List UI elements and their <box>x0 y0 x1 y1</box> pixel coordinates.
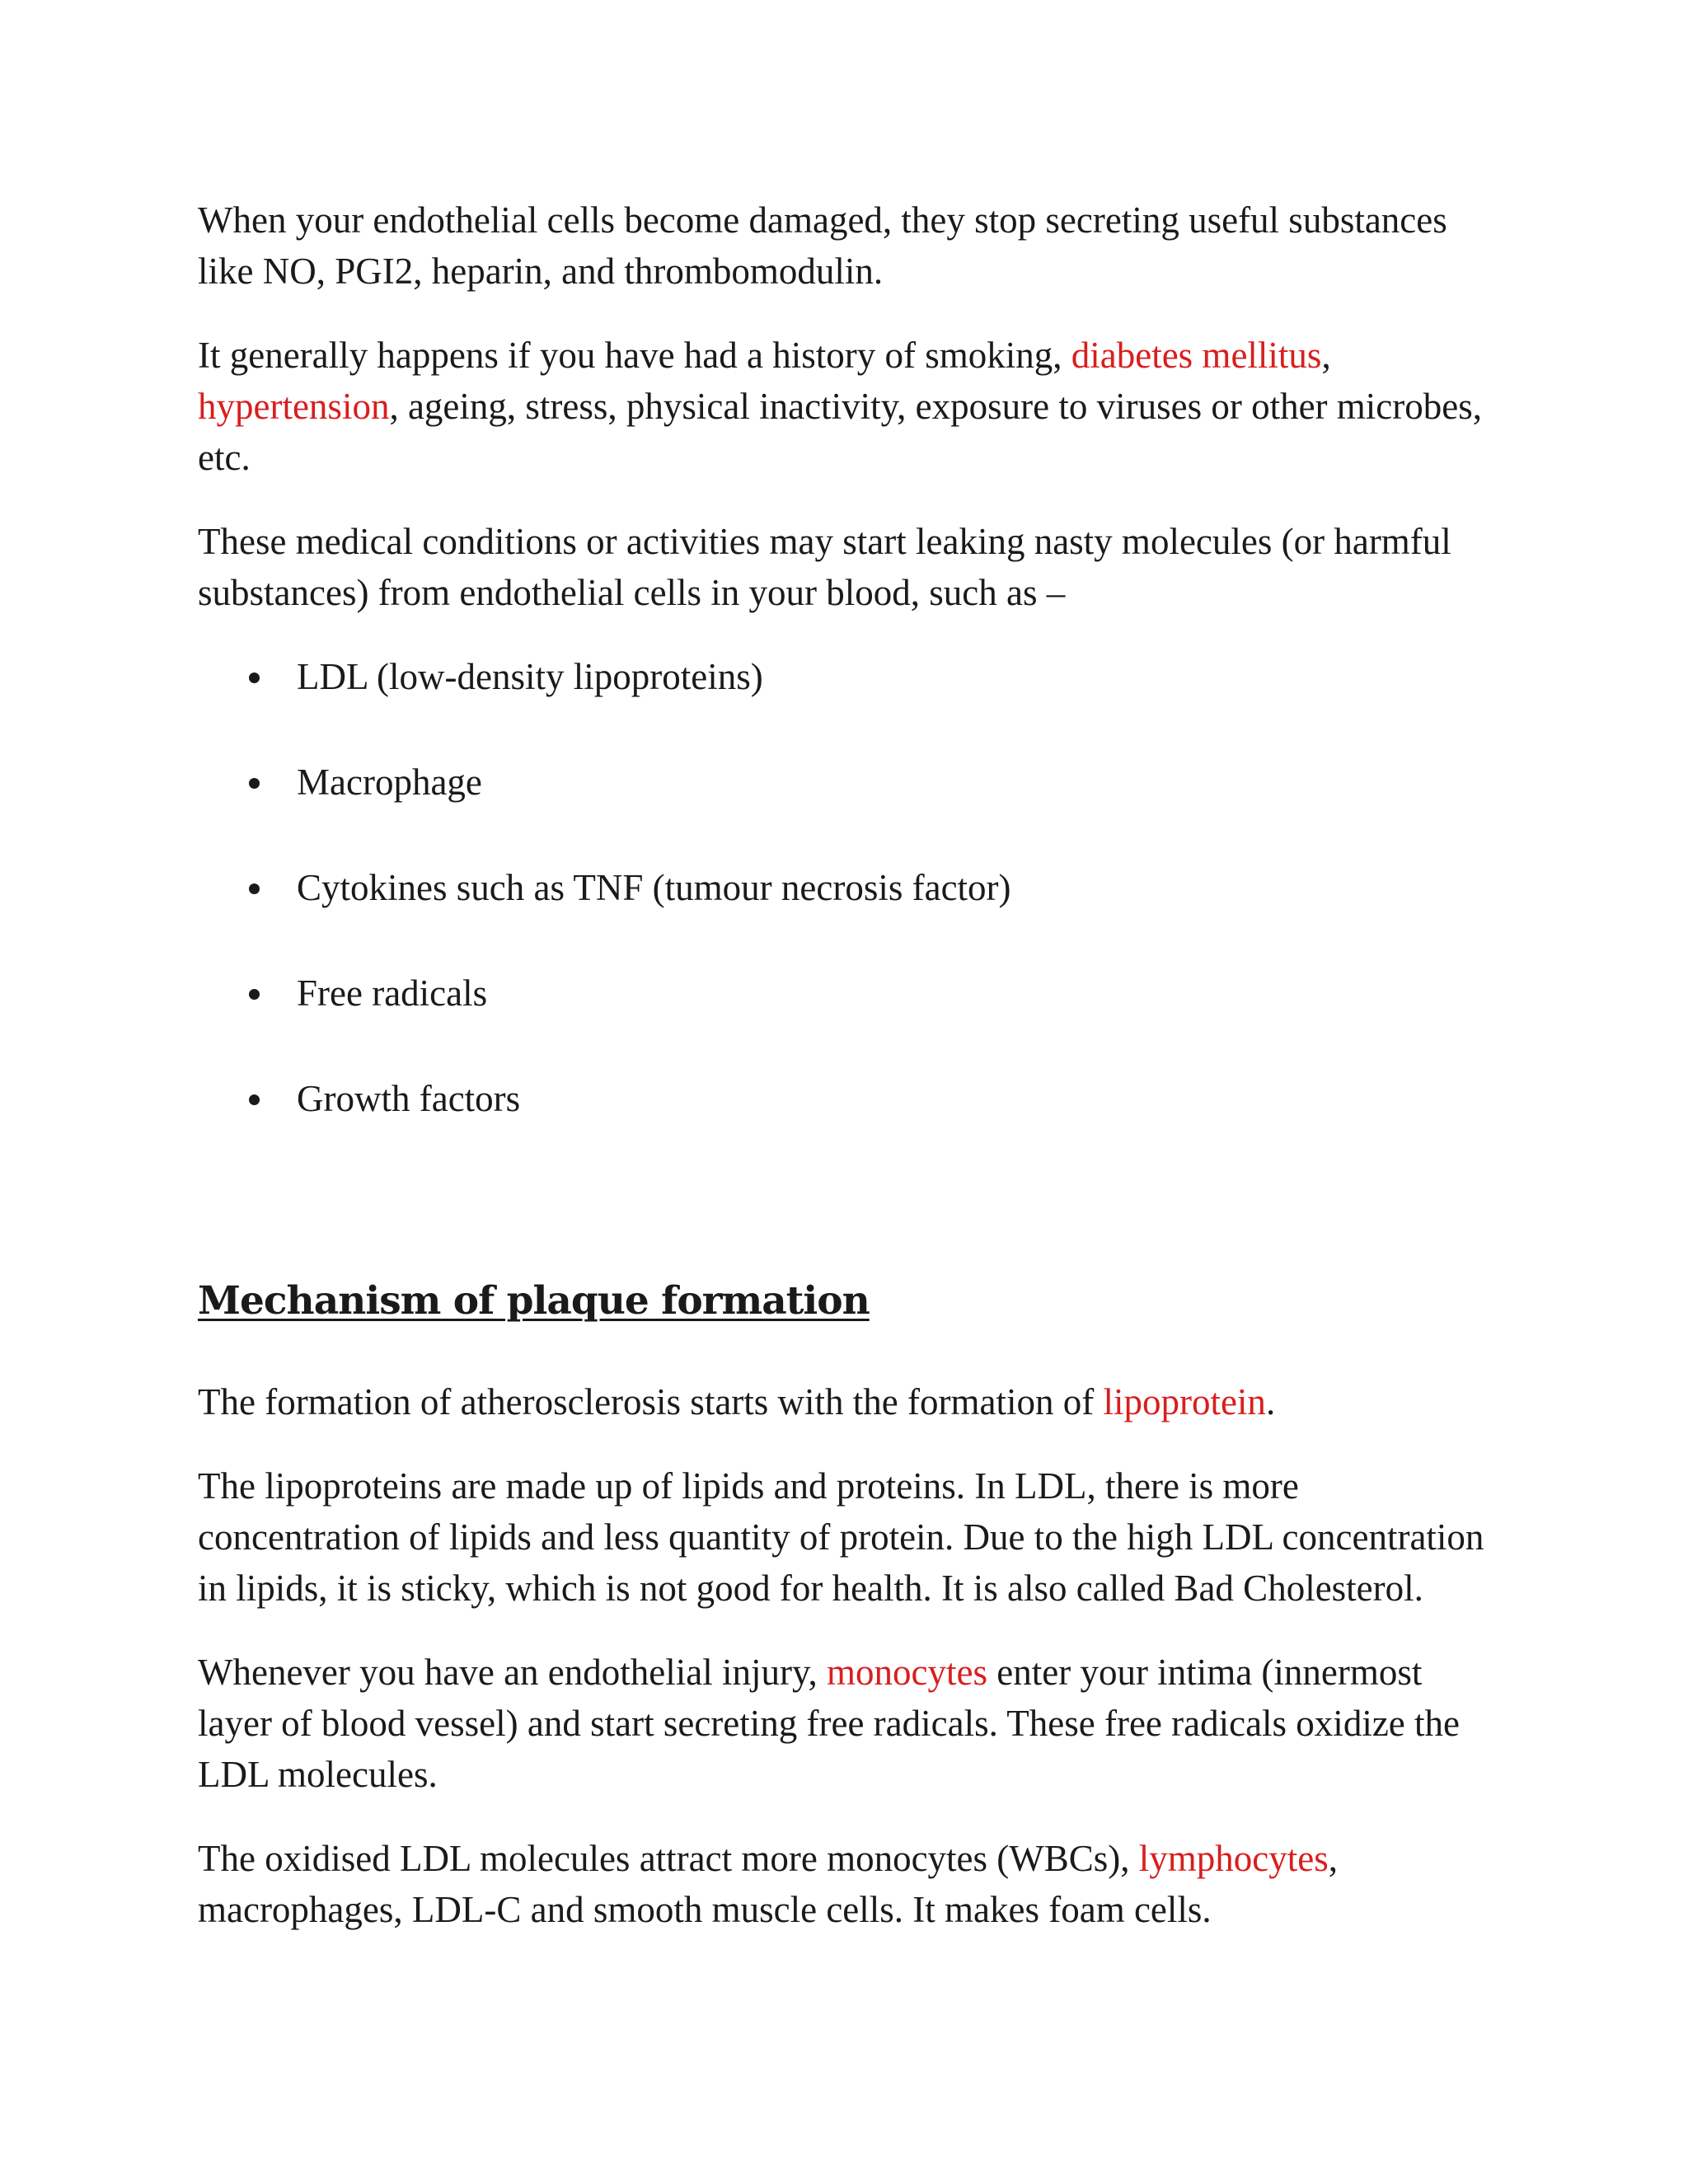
section-heading: Mechanism of plaque formation <box>198 1278 870 1324</box>
list-item-label: Growth factors <box>297 1078 521 1119</box>
list-item-label: LDL (low-density lipoproteins) <box>297 656 763 697</box>
list-item <box>198 651 1500 702</box>
text-run: When your endothelial cells become damaged, they stop secreting useful substances like NO, PGI2, heparin, and thrombomodulin. <box>198 199 1447 292</box>
spacer <box>198 1179 1500 1276</box>
paragraph <box>198 1376 1500 1427</box>
bullet-icon <box>249 989 260 1000</box>
paragraph <box>198 194 1500 297</box>
paragraph <box>198 1833 1500 1935</box>
paragraph <box>198 516 1500 618</box>
text-run: enter your intima (innermost layer of blood vessel) and start secreting free radicals. These free radicals oxidize the LDL molecules. <box>198 1652 1460 1795</box>
text-run: The lipoproteins are made up of lipids and proteins. In LDL, there is more concentration of lipids and less quantity of protein. Due to the high LDL concentration in lipids, it is sticky, which is not good for health. It is also called Bad Cholesterol. <box>198 1465 1484 1609</box>
bullet-icon <box>249 883 260 894</box>
text-run: The formation of atherosclerosis starts with the formation of <box>198 1381 1104 1422</box>
text-run: , ageing, stress, physical inactivity, exposure to viruses or other microbes, etc. <box>198 386 1482 478</box>
list-item-label: Cytokines such as TNF (tumour necrosis factor) <box>297 867 1011 908</box>
text-run: Whenever you have an endothelial injury, <box>198 1652 828 1693</box>
bullet-icon <box>249 673 260 683</box>
text-run: The oxidised LDL molecules attract more monocytes (WBCs), <box>198 1838 1139 1879</box>
list-item-label: Macrophage <box>297 762 482 803</box>
highlighted-term-link[interactable]: lymphocytes <box>1138 1838 1329 1879</box>
text-run: . <box>1265 1381 1276 1422</box>
highlighted-term-link[interactable]: hypertension <box>198 386 390 427</box>
intro-section <box>198 194 1500 618</box>
list-item <box>198 1073 1500 1124</box>
text-run: , macrophages, LDL-C and smooth muscle cells. It makes foam cells. <box>198 1838 1338 1930</box>
plaque-formation-section <box>198 1376 1500 1935</box>
highlighted-term-link[interactable]: lipoprotein <box>1103 1381 1266 1422</box>
harmful-substances-list <box>198 651 1500 1124</box>
paragraph <box>198 330 1500 483</box>
list-item <box>198 968 1500 1019</box>
list-item <box>198 862 1500 913</box>
text-run: It generally happens if you have had a history of smoking, <box>198 335 1071 376</box>
text-run: These medical conditions or activities may start leaking nasty molecules (or harmful substances) from endothelial cells in your blood, such as – <box>198 521 1451 613</box>
text-run: , <box>1321 335 1331 376</box>
list-item-label: Free radicals <box>297 972 488 1014</box>
highlighted-term-link[interactable]: monocytes <box>827 1652 988 1693</box>
highlighted-term-link[interactable]: diabetes mellitus <box>1071 335 1322 376</box>
paragraph <box>198 1647 1500 1800</box>
bullet-icon <box>249 778 260 789</box>
document-page <box>198 194 1500 1968</box>
list-item <box>198 757 1500 808</box>
bullet-icon <box>249 1094 260 1105</box>
paragraph <box>198 1460 1500 1614</box>
